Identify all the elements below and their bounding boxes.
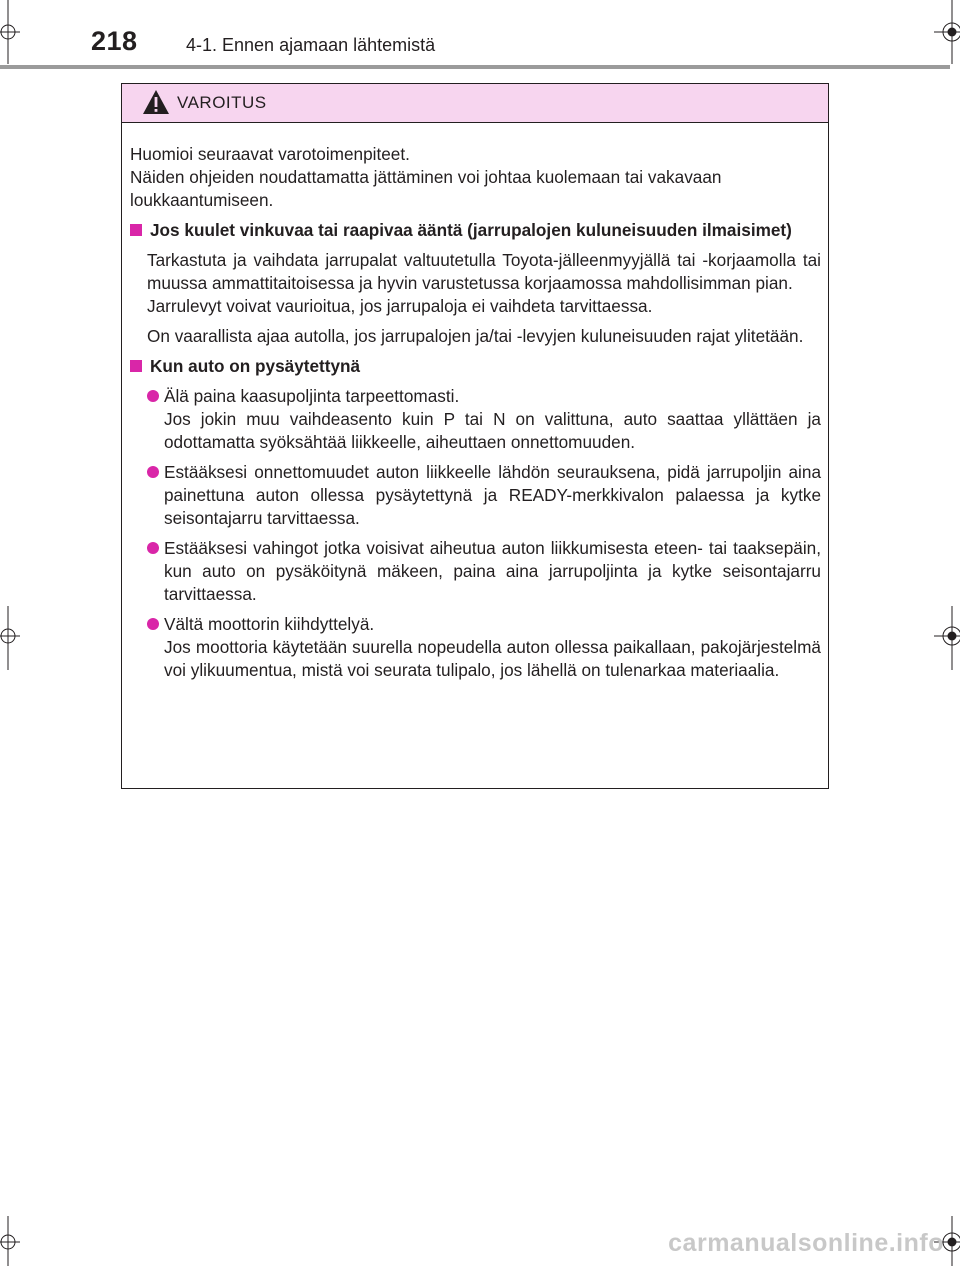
bullet-text: Estääksesi vahingot jotka voisivat aiheutua auton liikkumisesta eteen- tai taaksepäin, kun auto on pysäköitynä mäkeen, paina aina jarrupoljinta ja kytke seisontajarru tarvittaessa.: [164, 538, 821, 604]
warning-title: VAROITUS: [177, 93, 267, 112]
section-heading: Jos kuulet vinkuvaa tai raapivaa ääntä (jarrupalojen kuluneisuuden ilmaisimet): [130, 219, 821, 242]
square-bullet-icon: [130, 360, 142, 372]
list-item: [130, 613, 821, 682]
intro-line: Näiden ohjeiden noudattamatta jättäminen voi johtaa kuolemaan tai vakavaan loukkaantumiseen.: [130, 167, 722, 210]
crop-mark-icon: [0, 606, 48, 670]
section-title: 4-1. Ennen ajamaan lähtemistä: [186, 35, 436, 55]
warning-header: [122, 84, 828, 123]
bullet-text: Estääksesi onnettomuudet auton liikkeelle lähdön seurauksena, pidä jarrupoljin aina painettuna auton ollessa pysäytettynä ja READY-merkkivalon palaessa ja kytke seisontajarru tarvittaessa.: [164, 462, 821, 528]
bullet-lead: Älä paina kaasupoljinta tarpeettomasti.: [164, 386, 460, 406]
crop-mark-icon: [912, 606, 960, 670]
list-item: [130, 461, 821, 530]
square-bullet-icon: [130, 224, 142, 236]
list-item: [130, 385, 821, 454]
paragraph: On vaarallista ajaa autolla, jos jarrupalojen ja/tai -levyjen kuluneisuuden rajat ylitetään.: [147, 326, 804, 346]
watermark: carmanualsonline.info: [668, 1229, 944, 1257]
paragraph: Jarrulevyt voivat vaurioitua, jos jarrupaloja ei vaihdeta tarvittaessa.: [147, 296, 653, 316]
header-rule: [0, 65, 950, 69]
bullet-text: Jos jokin muu vaihdeasento kuin P tai N on valittuna, auto saattaa yllättäen ja odottamatta syöksähtää liikkeelle, aiheuttaen onnettomuuden.: [164, 409, 821, 452]
paragraph: Tarkastuta ja vaihdata jarrupalat valtuutetulla Toyota-jälleenmyyjällä tai -korjaamolla tai muussa ammattitaitoisessa ja hyvin varustetussa korjaamossa mahdollisimman pian.: [147, 250, 821, 293]
warning-triangle-icon: [142, 89, 170, 120]
section-heading: Kun auto on pysäytettynä: [130, 355, 821, 378]
bullet-text: Jos moottoria käytetään suurella nopeudella auton ollessa paikallaan, pakojärjestelmä voi ylikuumentua, mistä voi seurata tulipalo, jos lähellä on tulenarkaa materiaalia.: [164, 637, 821, 680]
round-bullet-icon: [147, 618, 159, 630]
list-item: [130, 537, 821, 606]
warning-box: [121, 83, 829, 789]
crop-mark-icon: [0, 1216, 48, 1266]
round-bullet-icon: [147, 466, 159, 478]
warning-body: [122, 123, 828, 682]
crop-mark-icon: [912, 0, 960, 64]
round-bullet-icon: [147, 390, 159, 402]
intro-line: Huomioi seuraavat varotoimenpiteet.: [130, 144, 410, 164]
bullet-lead: Vältä moottorin kiihdyttelyä.: [164, 614, 375, 634]
page-number: 218: [91, 26, 138, 56]
round-bullet-icon: [147, 542, 159, 554]
crop-mark-icon: [0, 0, 48, 64]
